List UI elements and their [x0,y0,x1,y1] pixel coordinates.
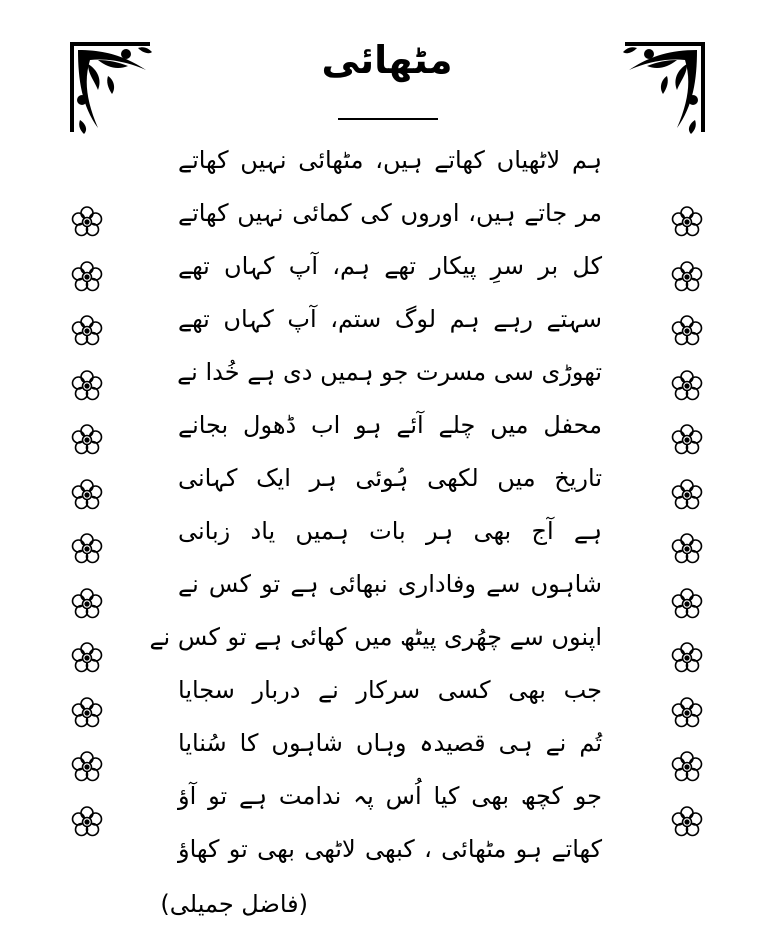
poem-line: ہے آج بھی ہر بات ہمیں یاد زبانی [178,517,602,545]
poem-line: شاہوں سے وفاداری نبھائی ہے تو کس نے [178,570,602,598]
poet-name: (فاضل جمیلی) [160,890,308,918]
flower-icon [70,314,104,348]
poem-line: جو کچھ بھی کیا اُس پہ ندامت ہے تو آؤ [178,782,602,810]
flower-icon [670,641,704,675]
flower-icon [70,260,104,294]
title-underline [338,118,438,120]
flower-icon [670,369,704,403]
page-title: مٹھائی [321,38,453,82]
flower-icon [70,532,104,566]
flower-icon [70,369,104,403]
flower-icon [670,260,704,294]
poem-line: کل بر سرِ پیکار تھے ہم، آپ کہاں تھے [178,252,602,280]
poem-line: تُم نے ہی قصیدہ وہاں شاہوں کا سُنایا [178,729,602,757]
flower-icon [670,532,704,566]
poem-line: جب بھی کسی سرکار نے دربار سجایا [178,676,602,704]
flower-icon [670,478,704,512]
flower-icon [670,314,704,348]
poem-line: ہم لاٹھیاں کھاتے ہیں، مٹھائی نہیں کھاتے [178,146,602,174]
poem-line: مر جاتے ہیں، اوروں کی کمائی نہیں کھاتے [178,199,602,227]
flower-icon [70,805,104,839]
poem-line: تھوڑی سی مسرت جو ہمیں دی ہے خُدا نے [177,358,602,386]
flower-icon [70,205,104,239]
flower-icon [70,423,104,457]
flower-icon [670,205,704,239]
flower-icon [70,587,104,621]
poem-line: کھاتے ہو مٹھائی ، کبھی لاٹھی بھی تو کھاؤ [178,835,602,863]
flower-icon [70,750,104,784]
flower-icon [70,641,104,675]
right-flower-border [670,205,706,859]
flower-icon [670,750,704,784]
flower-icon [670,805,704,839]
poem [149,134,602,876]
left-flower-border [70,205,106,859]
poem-line: سہتے رہے ہم لوگ ستم، آپ کہاں تھے [178,305,602,333]
flower-icon [70,478,104,512]
poem-line: اپنوں سے چھُری پیٹھ میں کھائی ہے تو کس نے [149,623,602,651]
flower-icon [670,587,704,621]
poem-line: محفل میں چلے آئے ہو اب ڈھول بجانے [178,411,602,439]
poem-line: تاریخ میں لکھی ہُوئی ہر ایک کہانی [178,464,602,492]
flower-icon [670,423,704,457]
flower-icon [670,696,704,730]
flower-icon [70,696,104,730]
